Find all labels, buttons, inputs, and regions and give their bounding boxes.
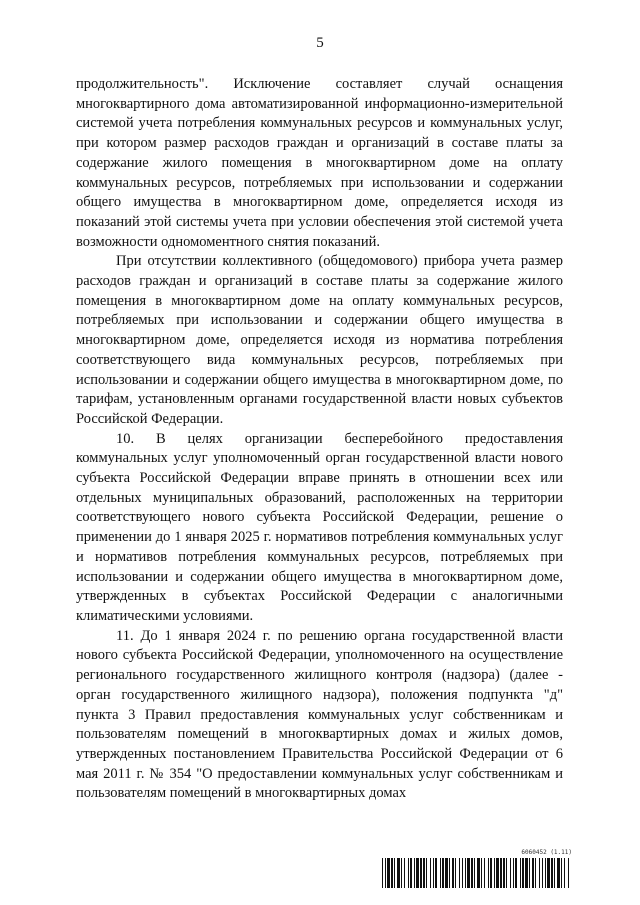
barcode-code: 6060452 (1.11) — [521, 849, 572, 856]
paragraph-item-11: 11. До 1 января 2024 г. по решению органа государственной власти нового субъекта Российской Федерации, уполномоченного на осуществление регионального государственного жилищного контроля (надзора) (далее - орган государственного жилищного надзора), положения подпункта "д" пункта 3 Правил предоставления коммунальных услуг собственникам и пользователям помещений в многоквартирных домах и жилых домов, утвержденных постановлением Правительства Российской Федерации от 6 мая 2011 г. № 354 "О предоставлении коммунальных услуг собственникам и пользователям помещений в многоквартирных домах — [76, 627, 563, 802]
page-number: 5 — [316, 35, 324, 51]
paragraph-item-10: 10. В целях организации бесперебойного предоставления коммунальных услуг уполномоченный орган государственной власти нового субъекта Российской Федерации вправе принять в отношении всех или отдельных муниципальных образований, расположенных на территории соответствующего нового субъекта Российской Федерации, решение о применении до 1 января 2025 г. нормативов потребления коммунальных услуг и нормативов потребления коммунальных ресурсов, потребляемых при использовании и содержании общего имущества в многоквартирном доме, утвержденных в субъектах Российской Федерации с аналогичными климатическими условиями. — [76, 430, 563, 624]
document-body — [76, 75, 563, 804]
barcode-stamp — [382, 849, 572, 889]
barcode-icon — [382, 858, 572, 888]
paragraph-no-meter: При отсутствии коллективного (общедомового) прибора учета размер расходов граждан и организаций в составе платы за содержание жилого помещения в многоквартирном доме на оплату коммунальных ресурсов, потребляемых при использовании и содержании общего имущества в многоквартирном доме, определяется исходя из норматива потребления соответствующего вида коммунальных ресурсов, потребляемых при использовании и содержании общего имущества в многоквартирном доме, по тарифам, установленным органами государственной власти новых субъектов Российской Федерации. — [76, 253, 563, 427]
paragraph-continuation: продолжительность". Исключение составляет случай оснащения многоквартирного дома автоматизированной информационно-измерительной системой учета потребления коммунальных ресурсов и коммунальных услуг, при котором размер расходов граждан и организаций в составе платы за содержание жилого помещения в многоквартирном доме на оплату коммунальных ресурсов, потребляемых при использовании и содержании общего имущества в многоквартирном доме, определяется исходя из показаний этой системы учета при условии обеспечения этой системой учета возможности одномоментного снятия показаний. — [76, 76, 563, 250]
